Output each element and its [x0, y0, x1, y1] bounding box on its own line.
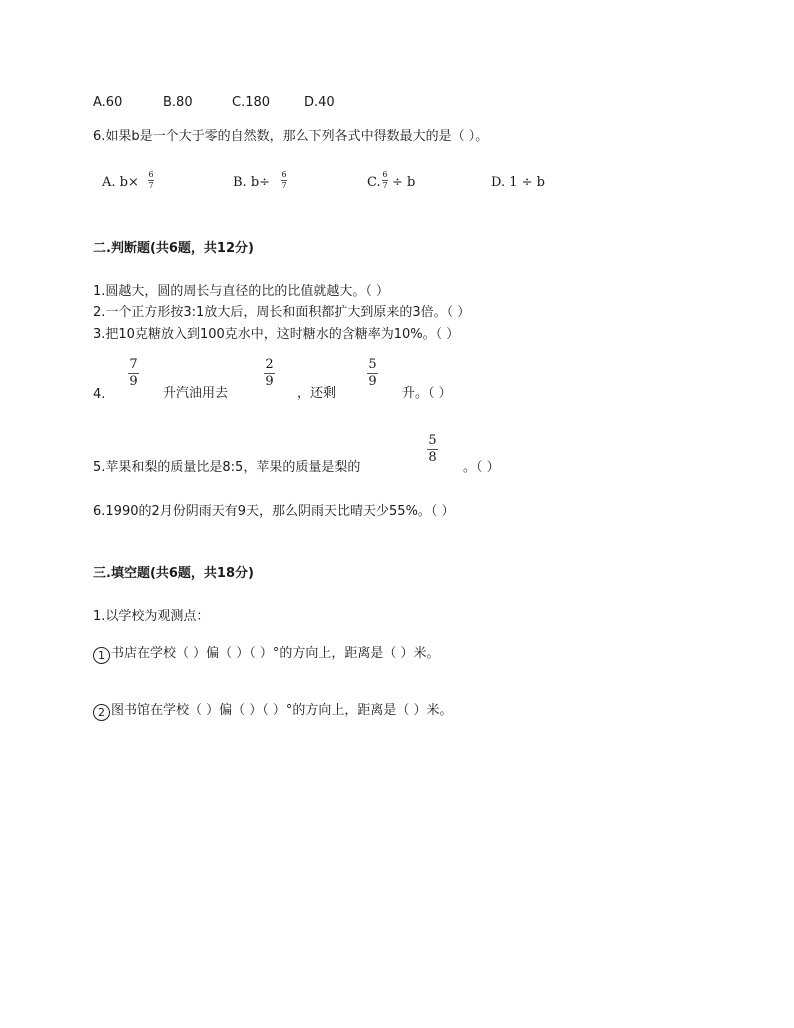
circled-number: 2	[93, 704, 110, 721]
judge-item-5-text-2: 。（ ）	[463, 460, 500, 475]
judge-item-4-text-3: 升。（ ）	[402, 386, 452, 401]
item-5-fraction	[427, 434, 438, 464]
circled-number: 1	[93, 647, 110, 664]
option-c: C.180	[232, 95, 271, 110]
section-3-title: 三.填空题(共6题，共18分)	[93, 566, 254, 581]
q6-option-d: D. 1 ÷ b	[491, 175, 545, 190]
fraction-numerator: 2	[265, 357, 274, 372]
fraction-denominator: 8	[428, 450, 437, 465]
q6-option-c-tail: ÷ b	[392, 175, 416, 190]
fraction-denominator: 9	[265, 374, 274, 389]
fraction-denominator: 7	[148, 181, 154, 190]
judge-item-2: 2.一个正方形按3:1放大后，周长和面积都扩大到原来的3倍。（ ）	[93, 305, 471, 320]
fraction-numerator: 6	[382, 170, 388, 179]
judge-item-4-text-1: 升汽油用去	[163, 386, 229, 401]
q6-option-a: A. b×	[102, 175, 139, 190]
question-6-stem: 6.如果b是一个大于零的自然数，那么下列各式中得数最大的是（ ）。	[93, 129, 489, 144]
judge-item-4-number: 4.	[93, 387, 106, 402]
judge-item-5-text-1: 5.苹果和梨的质量比是8:5，苹果的质量是梨的	[93, 460, 361, 475]
q6-option-a-fraction	[148, 171, 154, 190]
judge-item-3: 3.把10克糖放入到100克水中，这时糖水的含糖率为10%。（ ）	[93, 327, 460, 342]
fill-item-1-sub-2	[93, 703, 453, 721]
fraction-denominator: 7	[382, 181, 388, 190]
q6-option-b-fraction	[281, 171, 287, 190]
q6-option-c: C.	[367, 175, 381, 190]
fraction-numerator: 5	[368, 357, 377, 372]
judge-item-4-text-2: ，还剩	[297, 386, 337, 401]
fraction-denominator: 7	[281, 181, 287, 190]
fraction-numerator: 6	[148, 170, 154, 179]
fill-item-text: 图书馆在学校（ ）偏（ ）（ ）°的方向上，距离是（ ）米。	[111, 703, 453, 718]
judge-item-1: 1.圆越大，圆的周长与直径的比的比值就越大。（ ）	[93, 284, 390, 299]
option-b: B.80	[163, 95, 193, 110]
fill-item-1-intro: 1.以学校为观测点：	[93, 609, 210, 624]
item-4-fraction-3	[367, 358, 378, 388]
item-4-fraction-1	[128, 358, 139, 388]
fraction-denominator: 9	[129, 374, 138, 389]
option-d: D.40	[304, 95, 335, 110]
fraction-numerator: 5	[428, 433, 437, 448]
option-a: A.60	[93, 95, 123, 110]
fill-item-1-sub-1	[93, 646, 440, 664]
q6-option-b: B. b÷	[233, 175, 271, 190]
section-2-title: 二.判断题(共6题，共12分)	[93, 241, 254, 256]
fill-item-text: 书店在学校（ ）偏（ ）（ ）°的方向上，距离是（ ）米。	[111, 646, 440, 661]
fraction-numerator: 6	[281, 170, 287, 179]
fraction-denominator: 9	[368, 374, 377, 389]
judge-item-6: 6.1990的2月份阴雨天有9天，那么阴雨天比晴天少55%。（ ）	[93, 504, 455, 519]
item-4-fraction-2	[264, 358, 275, 388]
q6-option-c-fraction	[382, 171, 388, 190]
fraction-numerator: 7	[129, 357, 138, 372]
